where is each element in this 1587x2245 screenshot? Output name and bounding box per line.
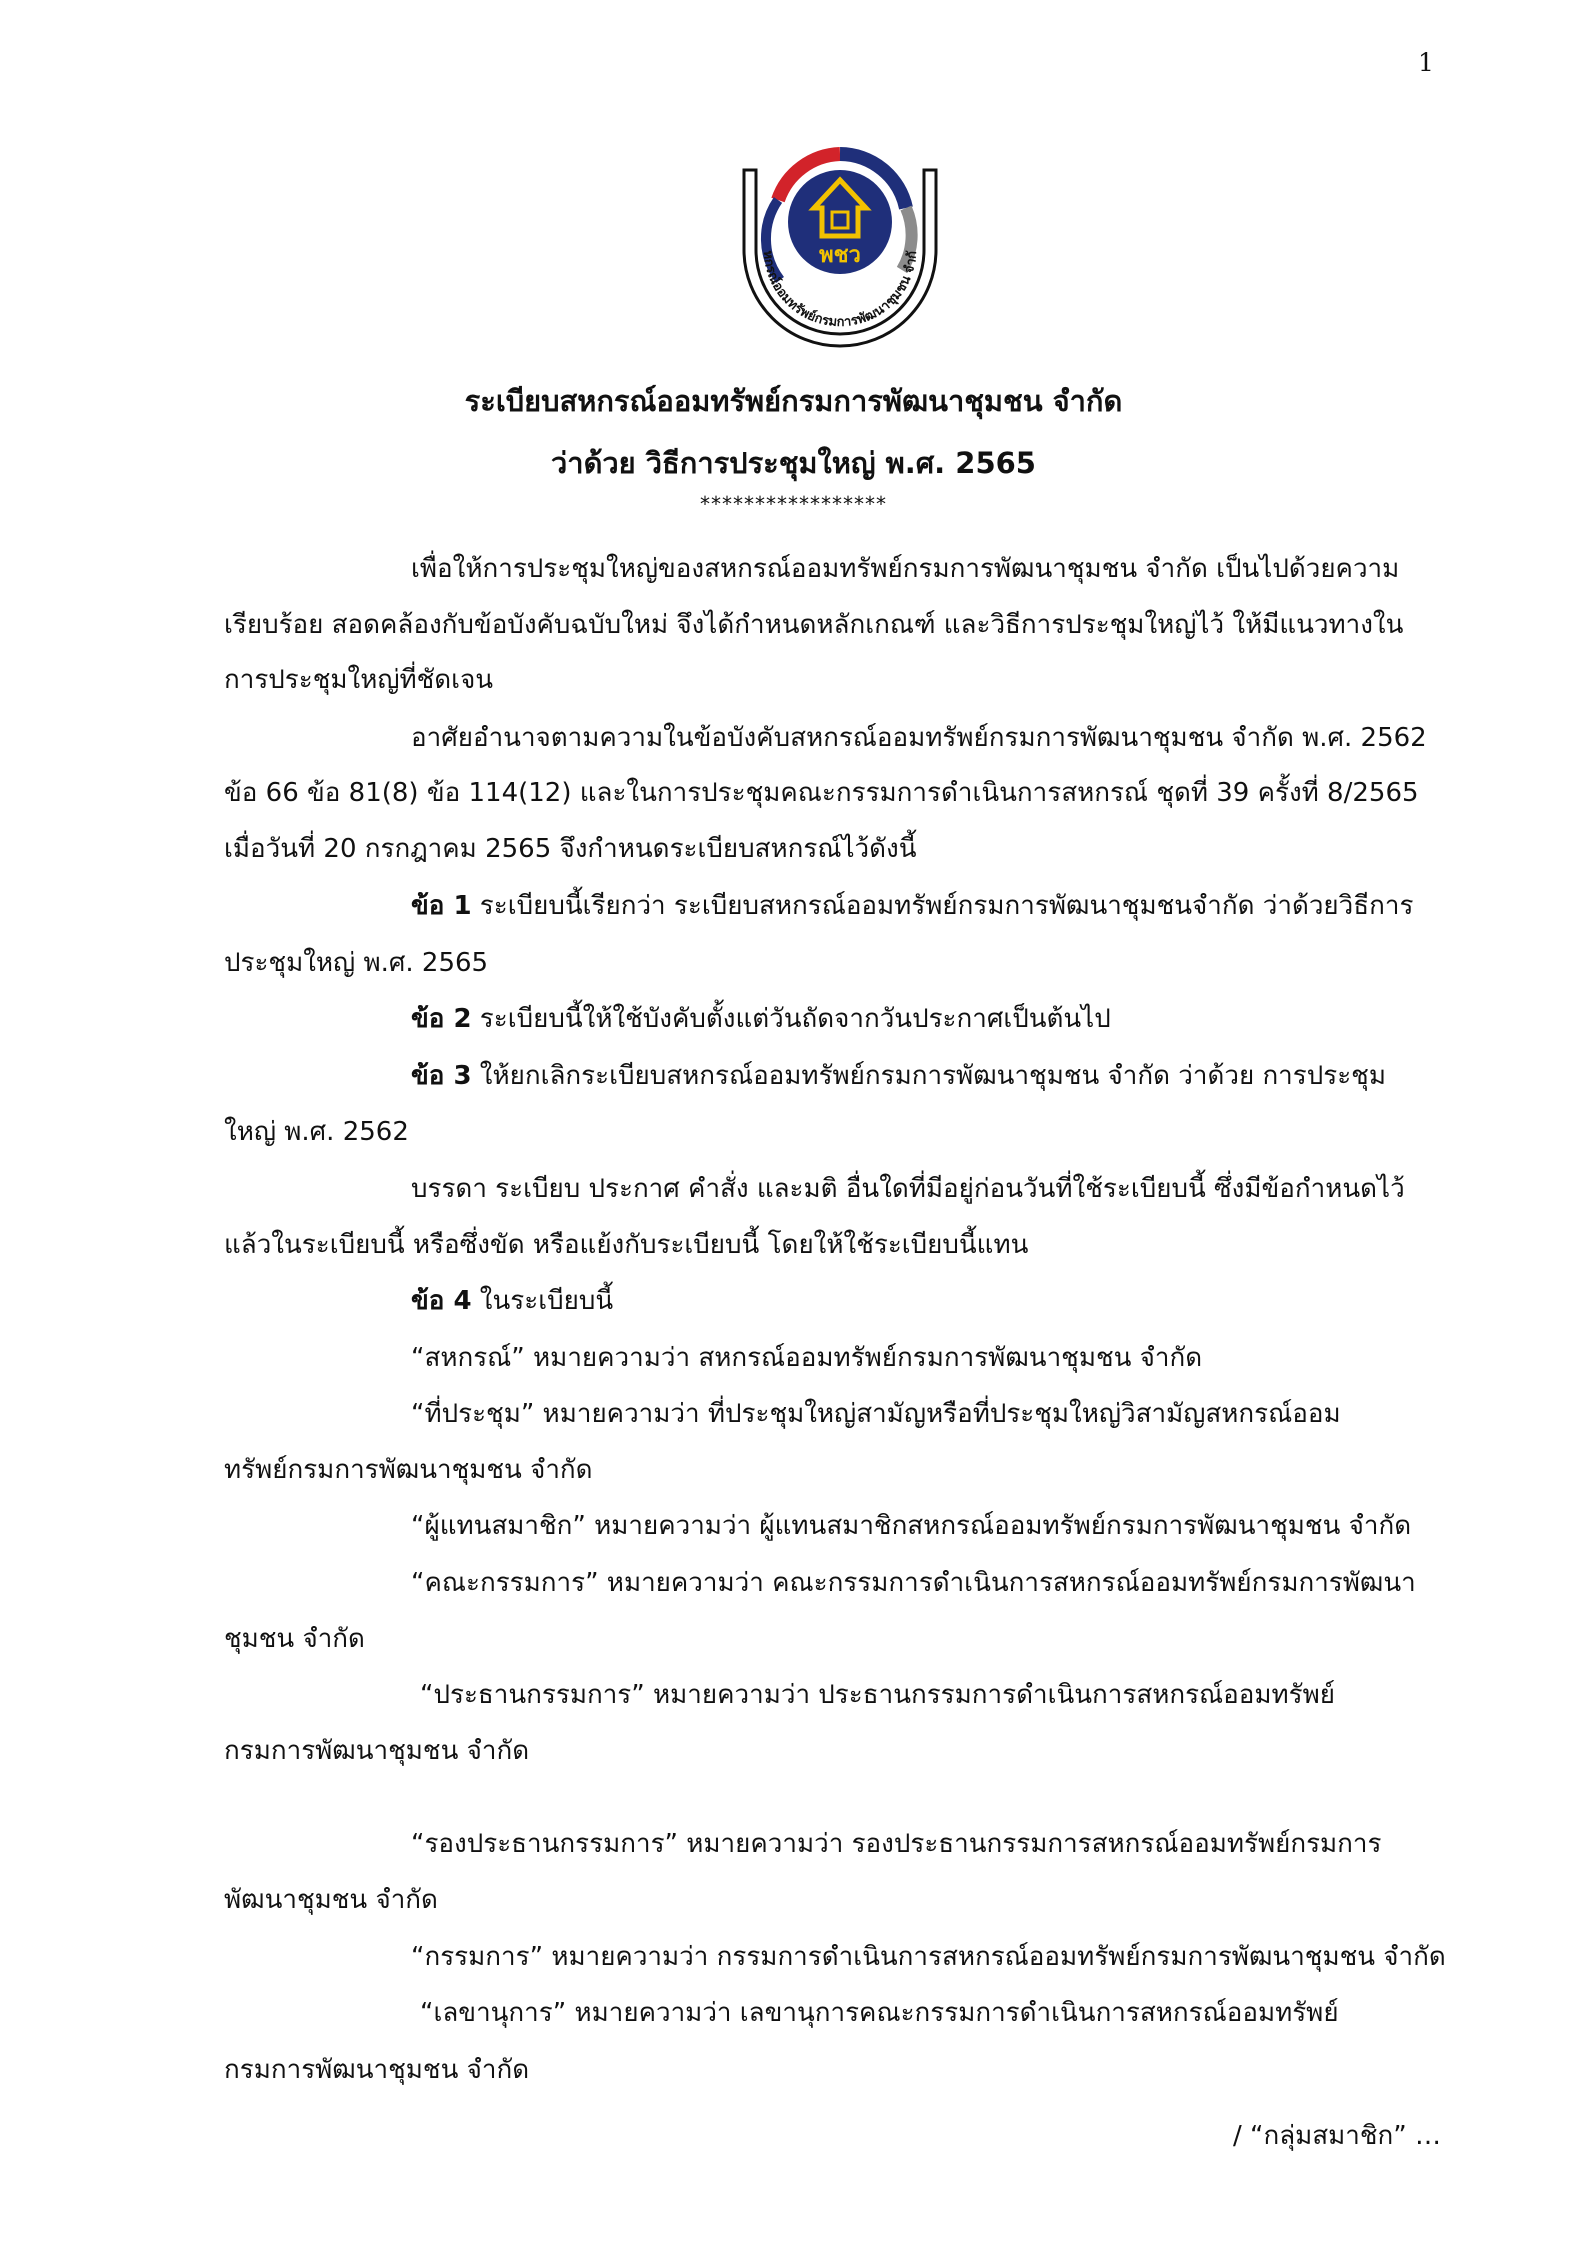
clause-1-label: ข้อ 1 bbox=[411, 891, 472, 921]
definition-committee: “คณะกรรมการ” หมายความว่า คณะกรรมการดำเนินการสหกรณ์ออมทรัพย์กรมการพัฒนา bbox=[411, 1568, 1416, 1598]
clause-2-label: ข้อ 2 bbox=[411, 1004, 472, 1034]
cooperative-emblem-icon bbox=[716, 130, 964, 348]
definition-member-representative: “ผู้แทนสมาชิก” หมายความว่า ผู้แทนสมาชิกสหกรณ์ออมทรัพย์กรมการพัฒนาชุมชน จำกัด bbox=[411, 1511, 1412, 1541]
clause-1-text: ระเบียบนี้เรียกว่า ระเบียบสหกรณ์ออมทรัพย์กรมการพัฒนาชุมชนจำกัด ว่าด้วยวิธีการ bbox=[479, 891, 1414, 921]
clause-4 bbox=[411, 1288, 613, 1314]
definition-secretary-cont: กรมการพัฒนาชุมชน จำกัด bbox=[224, 2055, 530, 2085]
preamble-p1-line3: การประชุมใหญ่ที่ชัดเจน bbox=[224, 665, 494, 695]
clause-3 bbox=[411, 1063, 1386, 1089]
clause-4-text: ในระเบียบนี้ bbox=[479, 1286, 614, 1316]
clause-2-text: ระเบียบนี้ให้ใช้บังคับตั้งแต่วันถัดจากวันประกาศเป็นต้นไป bbox=[479, 1004, 1111, 1034]
definition-meeting-cont: ทรัพย์กรมการพัฒนาชุมชน จำกัด bbox=[224, 1455, 593, 1485]
continuation-marker: / “กลุ่มสมาชิก” … bbox=[1232, 2121, 1441, 2151]
definition-cooperative: “สหกรณ์” หมายความว่า สหกรณ์ออมทรัพย์กรมการพัฒนาชุมชน จำกัด bbox=[411, 1343, 1203, 1373]
definition-chairman: “ประธานกรรมการ” หมายความว่า ประธานกรรมการดำเนินการสหกรณ์ออมทรัพย์ bbox=[420, 1680, 1336, 1710]
definition-meeting: “ที่ประชุม” หมายความว่า ที่ประชุมใหญ่สามัญหรือที่ประชุมใหญ่วิสามัญสหกรณ์ออม bbox=[411, 1399, 1341, 1429]
definition-chairman-cont: กรมการพัฒนาชุมชน จำกัด bbox=[224, 1736, 530, 1766]
clause-1 bbox=[411, 893, 1413, 919]
cooperative-logo bbox=[716, 130, 964, 348]
clause-3-cont: ใหญ่ พ.ศ. 2562 bbox=[224, 1117, 409, 1147]
title-separator: ***************** bbox=[700, 492, 887, 516]
logo-center-text: พชว bbox=[819, 243, 861, 268]
clause-3-text: ให้ยกเลิกระเบียบสหกรณ์ออมทรัพย์กรมการพัฒนาชุมชน จำกัด ว่าด้วย การประชุม bbox=[479, 1061, 1386, 1091]
document-title-line2: ว่าด้วย วิธีการประชุมใหญ่ พ.ศ. 2565 bbox=[551, 446, 1036, 480]
definition-vice-chairman-cont: พัฒนาชุมชน จำกัด bbox=[224, 1885, 438, 1915]
preamble-p1-line1: เพื่อให้การประชุมใหญ่ของสหกรณ์ออมทรัพย์กรมการพัฒนาชุมชน จำกัด เป็นไปด้วยความ bbox=[411, 554, 1400, 584]
clause-1-cont: ประชุมใหญ่ พ.ศ. 2565 bbox=[224, 948, 489, 978]
page-number: 1 bbox=[1418, 48, 1434, 77]
preamble-p2-line2: ข้อ 66 ข้อ 81(8) ข้อ 114(12) และในการประชุมคณะกรรมการดำเนินการสหกรณ์ ชุดที่ 39 ครั้งที่ 8/2565 bbox=[224, 778, 1419, 808]
document-title-line1: ระเบียบสหกรณ์ออมทรัพย์กรมการพัฒนาชุมชน จำกัด bbox=[464, 384, 1123, 418]
preamble-p1-line2: เรียบร้อย สอดคล้องกับข้อบังคับฉบับใหม่ จึงได้กำหนดหลักเกณฑ์ และวิธีการประชุมใหญ่ไว้ ให้มีแนวทางใน bbox=[224, 610, 1404, 640]
clause-3-p2-line2: แล้วในระเบียบนี้ หรือซึ่งขัด หรือแย้งกับระเบียบนี้ โดยให้ใช้ระเบียบนี้แทน bbox=[224, 1230, 1029, 1260]
preamble-p2-line3: เมื่อวันที่ 20 กรกฎาคม 2565 จึงกำหนดระเบียบสหกรณ์ไว้ดังนี้ bbox=[224, 834, 917, 864]
preamble-p2-line1: อาศัยอำนาจตามความในข้อบังคับสหกรณ์ออมทรัพย์กรมการพัฒนาชุมชน จำกัด พ.ศ. 2562 bbox=[411, 723, 1427, 753]
definition-committee-member: “กรรมการ” หมายความว่า กรรมการดำเนินการสหกรณ์ออมทรัพย์กรมการพัฒนาชุมชน จำกัด bbox=[411, 1942, 1446, 1972]
clause-4-label: ข้อ 4 bbox=[411, 1286, 472, 1316]
definition-vice-chairman: “รองประธานกรรมการ” หมายความว่า รองประธานกรรมการสหกรณ์ออมทรัพย์กรมการ bbox=[411, 1829, 1382, 1859]
logo-ring-text: หกรณ์ออมทรัพย์กรมการพัฒนาชุมชน จำกั bbox=[759, 250, 921, 331]
definition-secretary: “เลขานุการ” หมายความว่า เลขานุการคณะกรรมการดำเนินการสหกรณ์ออมทรัพย์ bbox=[420, 1998, 1339, 2028]
definition-committee-cont: ชุมชน จำกัด bbox=[224, 1624, 365, 1654]
clause-3-p2-line1: บรรดา ระเบียบ ประกาศ คำสั่ง และมติ อื่นใดที่มีอยู่ก่อนวันที่ใช้ระเบียบนี้ ซึ่งมีข้อกำหนดไว้ bbox=[411, 1174, 1405, 1204]
clause-3-label: ข้อ 3 bbox=[411, 1061, 472, 1091]
clause-2 bbox=[411, 1006, 1111, 1032]
